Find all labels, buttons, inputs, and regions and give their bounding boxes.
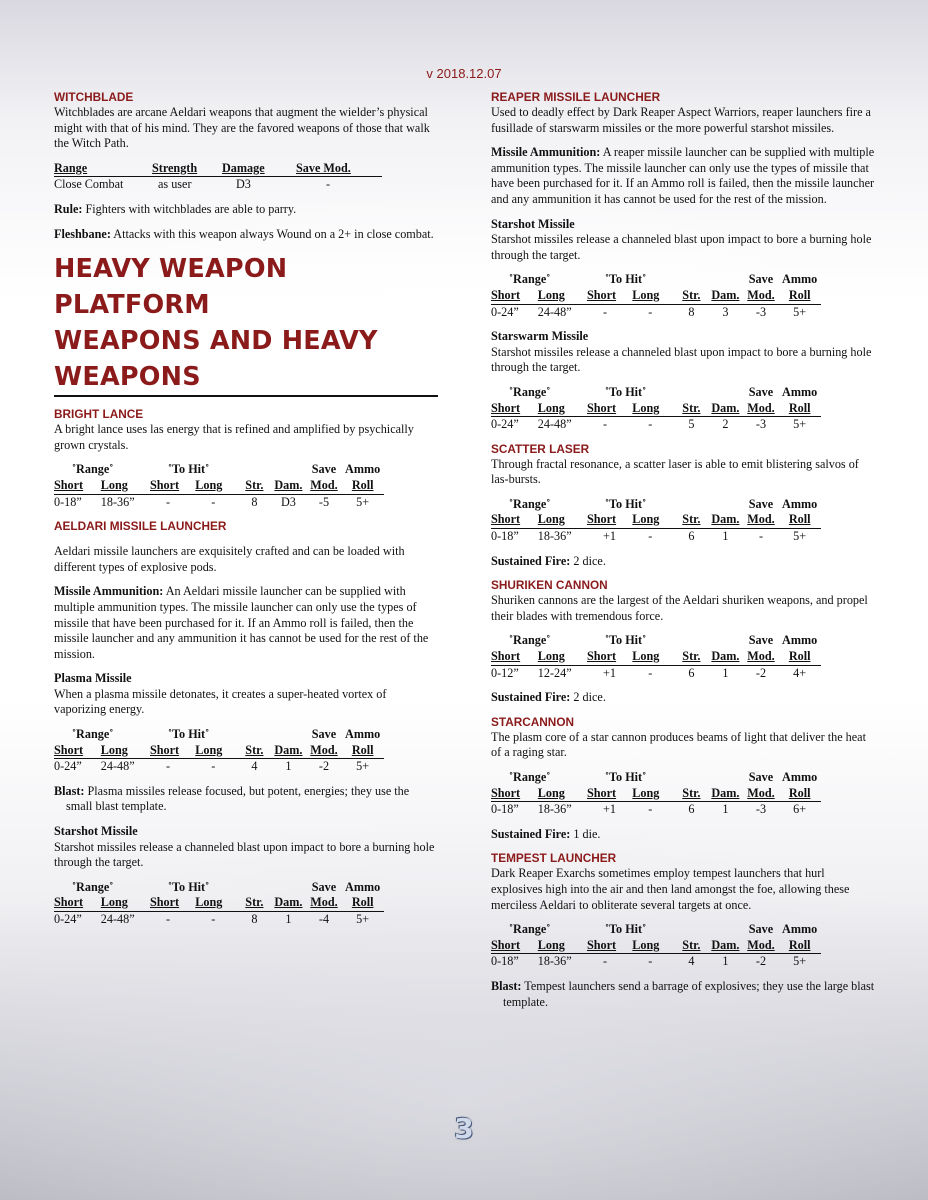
cell-strength: 4	[688, 954, 695, 969]
header-blank	[270, 727, 306, 743]
cell-ammo-roll: 5+	[356, 912, 370, 926]
blast-label: Blast:	[491, 978, 522, 993]
header-long: Long	[101, 478, 150, 494]
cell-long-range: 24-48”	[537, 304, 572, 319]
header-mod: Mod.	[307, 743, 342, 759]
header-save: Save	[748, 922, 774, 937]
version-label: v 2018.12.07	[426, 66, 502, 81]
blast-text: Tempest launchers send a barrage of explosives; they use the large blast template.	[503, 978, 875, 1009]
starcannon-sustained	[491, 827, 875, 843]
missile-launcher-description: Aeldari missile launchers are exquisitely crafted and can be loaded with different types of explosive pods.	[54, 544, 405, 574]
starcannon-description: The plasm core of a star cannon produces beams of light that deliver the heat of a raging star.	[491, 729, 866, 760]
header-range: ˚Range˚	[509, 384, 551, 399]
cell-short-range: 0-18”	[491, 954, 519, 969]
header-to-hit: ˚To Hit˚	[167, 462, 210, 477]
cell-long-to-hit: -	[648, 954, 653, 969]
cell-save-mod: -2	[755, 665, 767, 680]
reaper-starswarm-table	[491, 385, 821, 433]
header-blank	[239, 462, 271, 478]
header-short2: Short	[587, 786, 632, 802]
header-blank	[676, 497, 708, 513]
header-str: Str.	[676, 786, 708, 802]
reaper-starshot-table	[491, 272, 821, 320]
cell-long-to-hit: -	[648, 304, 653, 319]
header-long: Long	[538, 649, 587, 665]
header-to-hit: ˚To Hit˚	[604, 770, 647, 784]
header-mod: Mod.	[744, 649, 779, 665]
blast-text: Plasma missiles release focused, but potent, energies; they use the small blast template.	[66, 783, 410, 814]
starcannon-title: STARCANNON	[491, 714, 575, 729]
tempest-description: Dark Reaper Exarchs sometimes employ tempest launchers that hurl explosives high into the air and then land amongst the foe, allowing these merciless Aeldari to obliterate several targets at once.	[491, 866, 850, 912]
ammo-text: A reaper missile launcher can be supplied with multiple ammunition types. The missile launcher can only use the types of missile that have been purchased for it. If an Ammo roll is failed, then the missile launcher and any ammunition it has cannot be used for the rest of the mission.	[491, 145, 875, 206]
header-dam: Dam.	[270, 895, 306, 911]
shuriken-cannon-sustained	[491, 690, 875, 706]
header-to-hit: ˚To Hit˚	[167, 879, 210, 894]
header-ammo: Ammo	[782, 633, 818, 648]
starshot-missile-table	[54, 880, 384, 928]
cell-long-range: 18-36”	[537, 802, 572, 817]
cell-ammo-roll: 5+	[793, 304, 807, 319]
header-str: Str.	[239, 895, 271, 911]
header-roll: Roll	[778, 938, 821, 954]
tempest-blast-rule	[491, 979, 875, 1010]
cell-short-to-hit: -	[165, 759, 171, 774]
header-range: ˚Range˚	[509, 770, 551, 784]
header-long2: Long	[195, 895, 238, 911]
sustained-label: Sustained Fire:	[491, 690, 571, 705]
cell-ammo-roll: 5+	[356, 494, 370, 509]
witchblade-title: WITCHBLADE	[54, 90, 134, 104]
cell-save-mod: -4	[318, 912, 330, 926]
cell-damage: 1	[722, 954, 729, 969]
header-ammo: Ammo	[345, 462, 381, 477]
rule-label: Rule:	[54, 201, 83, 216]
header-mod: Mod.	[744, 938, 779, 954]
header-roll: Roll	[778, 649, 821, 665]
shuriken-cannon-table	[491, 633, 821, 681]
header-mod: Mod.	[307, 478, 342, 494]
cell-long-range: 18-36”	[537, 529, 572, 544]
cell-short-to-hit: -	[602, 954, 608, 969]
header-blank	[676, 922, 708, 938]
cell-short-to-hit: -	[602, 417, 608, 432]
cell-long-to-hit: -	[648, 529, 653, 544]
header-long2: Long	[195, 478, 238, 494]
cell-short-range: 0-24”	[491, 417, 519, 432]
ammo-label: Missile Ammunition:	[491, 145, 601, 160]
shuriken-cannon-title: SHURIKEN CANNON	[491, 578, 608, 593]
cell-damage: 1	[285, 759, 292, 774]
header-long: Long	[101, 895, 150, 911]
missile-launcher-title: AELDARI MISSILE LAUNCHER	[54, 519, 227, 534]
reaper-starshot-title: Starshot Missile	[491, 216, 575, 231]
header-save: Save	[748, 770, 774, 784]
header-ammo: Ammo	[782, 770, 818, 784]
scatter-laser-table	[491, 497, 821, 545]
header-save: Save	[748, 496, 774, 511]
cell-ammo-roll: 5+	[793, 954, 807, 969]
cell-short-to-hit: -	[165, 494, 171, 509]
reaper-starswarm-title: Starswarm Missile	[491, 329, 589, 344]
scatter-laser-description: Through fractal resonance, a scatter laser is able to emit blistering salvos of las-bursts.	[491, 456, 859, 487]
page-number: 3	[454, 1112, 474, 1145]
cell-long-to-hit: -	[648, 417, 653, 432]
cell-long-range: 12-24”	[537, 665, 572, 680]
header-blank	[707, 385, 743, 401]
header-str: Str.	[676, 649, 708, 665]
cell-long-to-hit: -	[211, 759, 216, 774]
cell-long-to-hit: -	[211, 912, 216, 926]
header-short: Short	[491, 938, 538, 954]
header-short: Short	[54, 743, 101, 759]
header-dam: Dam.	[707, 401, 743, 417]
header-ammo: Ammo	[345, 879, 381, 894]
header-str: Str.	[239, 743, 271, 759]
header-long2: Long	[632, 786, 675, 802]
header-dam: Dam.	[707, 512, 743, 528]
cell-damage: D3	[280, 494, 296, 509]
cell-strength: 8	[251, 494, 258, 509]
header-short2: Short	[150, 743, 195, 759]
cell-short-to-hit: -	[165, 912, 171, 926]
cell-save-mod: -5	[318, 494, 330, 509]
cell-short-range: 0-12”	[491, 665, 519, 680]
header-short2: Short	[150, 478, 195, 494]
header-dam: Dam.	[707, 938, 743, 954]
cell-long-range: 18-36”	[537, 954, 572, 969]
header-save: Save	[311, 727, 337, 742]
header-dam: Dam.	[270, 478, 306, 494]
header-damage: Damage	[222, 161, 296, 177]
header-long: Long	[538, 938, 587, 954]
header-short2: Short	[150, 895, 195, 911]
cell-range: Close Combat	[54, 177, 124, 192]
bright-lance-title: BRIGHT LANCE	[54, 407, 144, 422]
header-str: Str.	[676, 288, 708, 304]
bright-lance-description: A bright lance uses las energy that is refined and amplified by psychically grown crystals.	[54, 422, 414, 452]
header-long2: Long	[632, 938, 675, 954]
header-strength: Strength	[152, 161, 222, 177]
header-str: Str.	[676, 938, 708, 954]
starshot-missile-title: Starshot Missile	[54, 824, 138, 839]
header-roll: Roll	[341, 895, 384, 911]
header-save: Save	[748, 633, 774, 648]
header-short2: Short	[587, 512, 632, 528]
header-blank	[707, 272, 743, 288]
plasma-missile-title: Plasma Missile	[54, 671, 132, 686]
header-save-mod: Save Mod.	[296, 161, 382, 177]
cell-save-mod: -3	[755, 417, 767, 432]
header-long2: Long	[632, 288, 675, 304]
header-range: ˚Range˚	[509, 496, 551, 511]
header-long: Long	[538, 288, 587, 304]
ammo-label: Missile Ammunition:	[54, 584, 164, 599]
cell-ammo-roll: 5+	[356, 759, 370, 774]
cell-short-range: 0-24”	[54, 759, 82, 774]
shuriken-cannon-description: Shuriken cannons are the largest of the Aeldari shuriken weapons, and propel their blades with tremendous force.	[491, 593, 868, 623]
header-ammo: Ammo	[782, 384, 818, 399]
cell-ammo-roll: 6+	[793, 802, 807, 817]
header-str: Str.	[239, 478, 271, 494]
cell-damage: 1	[722, 665, 729, 680]
header-save: Save	[311, 462, 337, 477]
header-short2: Short	[587, 938, 632, 954]
header-roll: Roll	[341, 743, 384, 759]
blast-label: Blast:	[54, 783, 85, 798]
header-range: ˚Range˚	[72, 879, 114, 894]
header-range: Range	[54, 161, 152, 177]
header-str: Str.	[676, 512, 708, 528]
header-ammo: Ammo	[782, 496, 818, 511]
section-heading	[54, 251, 438, 397]
witchblade-description: Witchblades are arcane Aeldari weapons that augment the wielder’s physical might with that of his mind. They are the favored weapons of those that walk the Witch Path.	[54, 105, 430, 151]
cell-short-to-hit: +1	[602, 802, 616, 817]
header-long2: Long	[632, 649, 675, 665]
cell-strength: as user	[158, 177, 192, 192]
cell-strength: 6	[688, 802, 695, 817]
cell-short-range: 0-24”	[491, 304, 519, 319]
cell-save-mod: -3	[755, 304, 767, 319]
cell-short-to-hit: -	[602, 304, 608, 319]
header-mod: Mod.	[744, 288, 779, 304]
header-save: Save	[748, 384, 774, 399]
header-blank	[707, 633, 743, 649]
tempest-title: TEMPEST LAUNCHER	[491, 851, 617, 866]
cell-ammo-roll: 5+	[793, 417, 807, 432]
header-range: ˚Range˚	[509, 922, 551, 937]
cell-long-to-hit: -	[648, 665, 653, 680]
sustained-label: Sustained Fire:	[491, 826, 571, 841]
reaper-ammo-rule	[491, 145, 875, 207]
header-roll: Roll	[778, 288, 821, 304]
sustained-text: 2 dice.	[570, 690, 606, 705]
cell-short-to-hit: +1	[602, 529, 616, 544]
cell-strength: 6	[688, 529, 695, 544]
cell-strength: 8	[251, 912, 258, 926]
header-ammo: Ammo	[782, 922, 818, 937]
header-to-hit: ˚To Hit˚	[604, 922, 647, 937]
cell-save-mod: -	[758, 529, 763, 544]
cell-ammo-roll: 4+	[793, 665, 807, 680]
header-range: ˚Range˚	[72, 462, 114, 477]
header-long2: Long	[632, 401, 675, 417]
header-blank	[270, 880, 306, 896]
header-roll: Roll	[778, 512, 821, 528]
header-long: Long	[101, 743, 150, 759]
cell-long-to-hit: -	[648, 802, 653, 817]
header-blank	[270, 462, 306, 478]
starcannon-table	[491, 770, 821, 818]
header-save: Save	[748, 272, 774, 287]
cell-damage: 2	[722, 417, 729, 432]
cell-long-range: 24-48”	[537, 417, 572, 432]
header-long: Long	[538, 512, 587, 528]
header-short2: Short	[587, 649, 632, 665]
header-roll: Roll	[778, 786, 821, 802]
header-blank	[676, 272, 708, 288]
header-mod: Mod.	[744, 512, 779, 528]
cell-long-range: 18-36”	[100, 494, 135, 509]
cell-damage: 1	[722, 529, 729, 544]
cell-damage: 1	[285, 912, 292, 926]
section-heading-line2: WEAPONS AND HEAVY	[54, 326, 378, 357]
header-short: Short	[491, 288, 538, 304]
starshot-missile-description: Starshot missiles release a channeled blast upon impact to bore a burning hole through the target.	[54, 839, 435, 870]
cell-save-mod: -2	[755, 954, 767, 969]
right-column	[491, 90, 875, 1019]
plasma-missile-description: When a plasma missile detonates, it creates a super-heated vortex of vaporizing energy.	[54, 686, 387, 717]
cell-damage: 1	[722, 802, 729, 817]
cell-short-range: 0-24”	[54, 912, 82, 926]
cell-short-to-hit: +1	[602, 665, 616, 680]
header-long: Long	[538, 786, 587, 802]
header-blank	[676, 770, 708, 786]
section-heading-line1: HEAVY WEAPON PLATFORM	[54, 254, 288, 321]
reaper-starshot-description: Starshot missiles release a channeled blast upon impact to bore a burning hole through the target.	[491, 232, 872, 262]
tempest-table	[491, 922, 821, 970]
scatter-laser-sustained	[491, 554, 875, 570]
bright-lance-table	[54, 462, 384, 510]
header-blank	[676, 385, 708, 401]
header-to-hit: ˚To Hit˚	[604, 496, 647, 511]
reaper-title: REAPER MISSILE LAUNCHER	[491, 90, 661, 104]
cell-long-range: 24-48”	[100, 912, 135, 926]
header-range: ˚Range˚	[509, 272, 551, 287]
sustained-label: Sustained Fire:	[491, 553, 571, 568]
header-roll: Roll	[341, 478, 384, 494]
header-short: Short	[491, 512, 538, 528]
header-range: ˚Range˚	[509, 633, 551, 648]
header-save: Save	[311, 879, 337, 894]
cell-save-mod: -3	[755, 802, 767, 817]
header-ammo: Ammo	[345, 727, 381, 742]
header-short: Short	[491, 401, 538, 417]
witchblade-fleshbane	[54, 227, 438, 243]
header-str: Str.	[676, 401, 708, 417]
cell-save-mod: -2	[318, 759, 330, 774]
missile-launcher-ammo-rule	[54, 584, 438, 662]
cell-damage: D3	[236, 177, 251, 192]
header-to-hit: ˚To Hit˚	[604, 384, 647, 399]
header-mod: Mod.	[744, 401, 779, 417]
header-long2: Long	[632, 512, 675, 528]
section-heading-line3: WEAPONS	[54, 359, 438, 397]
reaper-description: Used to deadly effect by Dark Reaper Aspect Warriors, reaper launchers fire a fusillade of starswarm missiles or the more powerful starshot missiles.	[491, 105, 871, 135]
cell-damage: 3	[722, 304, 729, 319]
fleshbane-label: Fleshbane:	[54, 226, 111, 241]
header-blank	[707, 770, 743, 786]
cell-ammo-roll: 5+	[793, 529, 807, 544]
left-column	[54, 90, 438, 937]
cell-long-range: 24-48”	[100, 759, 135, 774]
header-mod: Mod.	[307, 895, 342, 911]
header-long: Long	[538, 401, 587, 417]
header-dam: Dam.	[707, 288, 743, 304]
header-short: Short	[491, 786, 538, 802]
header-short: Short	[54, 895, 101, 911]
header-blank	[707, 922, 743, 938]
header-range: ˚Range˚	[72, 727, 114, 742]
header-dam: Dam.	[707, 786, 743, 802]
header-roll: Roll	[778, 401, 821, 417]
fleshbane-text: Attacks with this weapon always Wound on a 2+ in close combat.	[110, 226, 434, 241]
cell-strength: 6	[688, 665, 695, 680]
header-short: Short	[491, 649, 538, 665]
header-short: Short	[54, 478, 101, 494]
witchblade-table	[54, 161, 382, 193]
cell-strength: 8	[688, 304, 695, 319]
header-dam: Dam.	[707, 649, 743, 665]
plasma-missile-table	[54, 727, 384, 775]
cell-save-mod: -	[326, 177, 331, 192]
cell-strength: 5	[688, 417, 695, 432]
ammo-text: An Aeldari missile launcher can be supplied with multiple ammunition types. The missile launcher can only use the types of missile that have been purchased for it. If an Ammo roll is failed, then the missile launcher and any ammunition it has cannot be used for the rest of the mission.	[54, 584, 429, 661]
header-blank	[676, 633, 708, 649]
sustained-text: 2 dice.	[570, 553, 606, 568]
sustained-text: 1 die.	[570, 826, 601, 841]
header-short2: Short	[587, 401, 632, 417]
cell-long-to-hit: -	[211, 494, 216, 509]
header-to-hit: ˚To Hit˚	[604, 633, 647, 648]
scatter-laser-title: SCATTER LASER	[491, 441, 590, 456]
header-short2: Short	[587, 288, 632, 304]
header-to-hit: ˚To Hit˚	[604, 272, 647, 287]
cell-short-range: 0-18”	[491, 802, 519, 817]
header-mod: Mod.	[744, 786, 779, 802]
header-long2: Long	[195, 743, 238, 759]
header-dam: Dam.	[270, 743, 306, 759]
rule-text: Fighters with witchblades are able to parry.	[82, 201, 297, 216]
header-ammo: Ammo	[782, 272, 818, 287]
witchblade-rule	[54, 202, 438, 218]
header-blank	[239, 727, 271, 743]
header-to-hit: ˚To Hit˚	[167, 727, 210, 742]
header-blank	[239, 880, 271, 896]
cell-strength: 4	[251, 759, 258, 774]
cell-short-range: 0-18”	[491, 529, 519, 544]
header-blank	[707, 497, 743, 513]
cell-short-range: 0-18”	[54, 494, 82, 509]
reaper-starswarm-description: Starshot missiles release a channeled blast upon impact to bore a burning hole through the target.	[491, 344, 872, 375]
plasma-blast-rule	[54, 784, 438, 815]
